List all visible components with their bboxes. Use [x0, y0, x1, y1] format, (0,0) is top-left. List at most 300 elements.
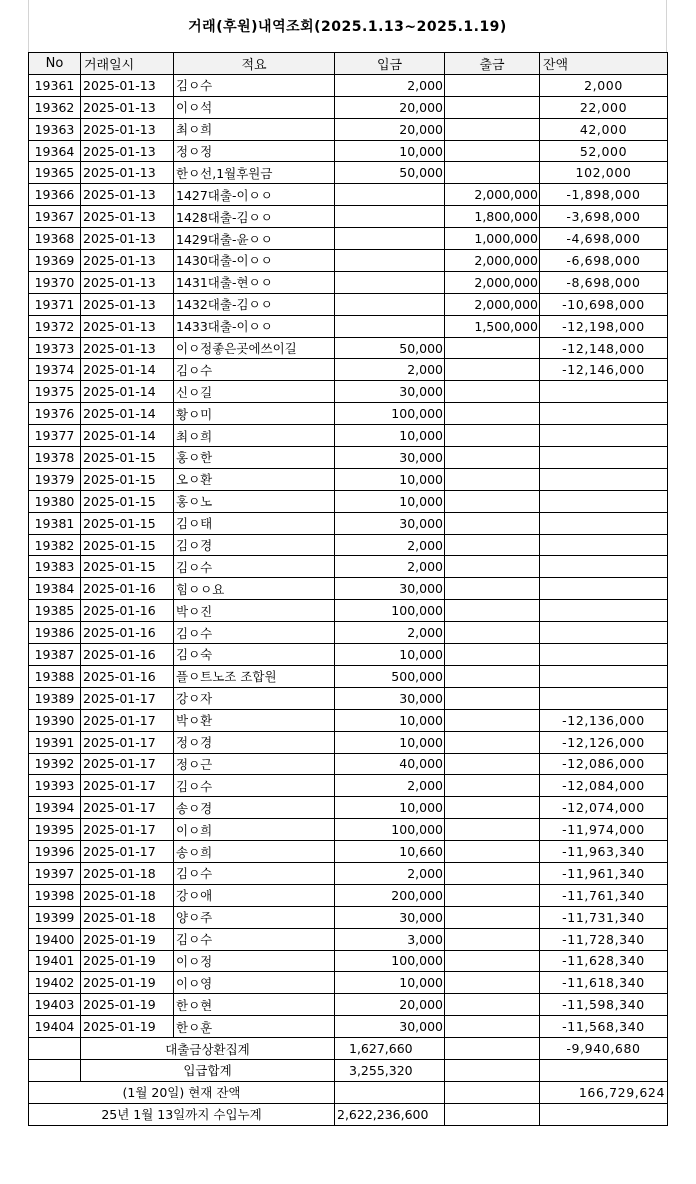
row-balance: -12,126,000	[540, 731, 668, 753]
row-deposit: 2,000	[335, 622, 445, 644]
row-withdrawal	[445, 381, 540, 403]
col-header-date: 거래일시	[81, 53, 174, 75]
row-no: 19393	[29, 775, 81, 797]
summary-label: 입급합계	[81, 1059, 335, 1081]
row-deposit	[335, 293, 445, 315]
row-withdrawal	[445, 709, 540, 731]
row-balance	[540, 687, 668, 709]
row-withdrawal	[445, 797, 540, 819]
row-withdrawal	[445, 622, 540, 644]
row-deposit: 20,000	[335, 96, 445, 118]
row-description: 김ㅇ수	[174, 556, 335, 578]
row-no: 19401	[29, 950, 81, 972]
col-header-withdrawal: 출금	[445, 53, 540, 75]
table-row	[29, 862, 668, 884]
empty-cell	[445, 1081, 540, 1103]
row-no: 19377	[29, 425, 81, 447]
table-row	[29, 96, 668, 118]
row-date: 2025-01-16	[81, 622, 174, 644]
row-no: 19394	[29, 797, 81, 819]
row-description: 김ㅇ태	[174, 512, 335, 534]
row-withdrawal	[445, 74, 540, 96]
row-description: 강ㅇ자	[174, 687, 335, 709]
table-row	[29, 118, 668, 140]
row-description: 정ㅇ정	[174, 140, 335, 162]
row-description: 김ㅇ수	[174, 775, 335, 797]
ledger-sheet	[28, 0, 667, 1126]
row-deposit	[335, 250, 445, 272]
row-withdrawal	[445, 972, 540, 994]
table-row	[29, 928, 668, 950]
table-row	[29, 447, 668, 469]
row-no: 19386	[29, 622, 81, 644]
row-description: 힘ㅇㅇ요	[174, 578, 335, 600]
empty-cell	[445, 1103, 540, 1125]
row-withdrawal	[445, 775, 540, 797]
row-balance: -12,086,000	[540, 753, 668, 775]
empty-cell	[540, 1103, 668, 1125]
table-row	[29, 994, 668, 1016]
row-date: 2025-01-14	[81, 403, 174, 425]
row-description: 송ㅇ희	[174, 841, 335, 863]
row-description: 이ㅇ정	[174, 950, 335, 972]
summary-current-balance-row	[29, 1081, 668, 1103]
row-no: 19378	[29, 447, 81, 469]
row-description: 이ㅇ석	[174, 96, 335, 118]
row-date: 2025-01-14	[81, 381, 174, 403]
table-row	[29, 490, 668, 512]
col-header-no: No	[29, 53, 81, 75]
row-no: 19382	[29, 534, 81, 556]
row-balance: -12,146,000	[540, 359, 668, 381]
row-withdrawal: 2,000,000	[445, 184, 540, 206]
row-date: 2025-01-15	[81, 534, 174, 556]
row-deposit: 50,000	[335, 337, 445, 359]
row-balance: -11,961,340	[540, 862, 668, 884]
table-row	[29, 906, 668, 928]
row-balance	[540, 578, 668, 600]
row-date: 2025-01-18	[81, 862, 174, 884]
row-balance	[540, 490, 668, 512]
row-description: 황ㅇ미	[174, 403, 335, 425]
row-date: 2025-01-17	[81, 775, 174, 797]
row-no: 19384	[29, 578, 81, 600]
row-description: 송ㅇ경	[174, 797, 335, 819]
row-withdrawal	[445, 841, 540, 863]
summary-deposit: 3,255,320	[335, 1059, 445, 1081]
row-description: 김ㅇ수	[174, 862, 335, 884]
row-no: 19365	[29, 162, 81, 184]
row-balance: -11,618,340	[540, 972, 668, 994]
row-date: 2025-01-16	[81, 644, 174, 666]
row-deposit: 10,000	[335, 972, 445, 994]
row-no: 19385	[29, 600, 81, 622]
row-description: 김ㅇ경	[174, 534, 335, 556]
row-balance	[540, 447, 668, 469]
row-no: 19403	[29, 994, 81, 1016]
row-date: 2025-01-18	[81, 884, 174, 906]
row-date: 2025-01-19	[81, 994, 174, 1016]
row-withdrawal	[445, 994, 540, 1016]
row-balance: 102,000	[540, 162, 668, 184]
row-date: 2025-01-13	[81, 206, 174, 228]
table-row	[29, 403, 668, 425]
row-no: 19380	[29, 490, 81, 512]
row-description: 1433대출-이ㅇㅇ	[174, 315, 335, 337]
row-no: 19391	[29, 731, 81, 753]
row-no: 19397	[29, 862, 81, 884]
row-description: 정ㅇ경	[174, 731, 335, 753]
row-balance	[540, 403, 668, 425]
summary-rows	[29, 1038, 668, 1126]
row-balance: -11,731,340	[540, 906, 668, 928]
row-date: 2025-01-13	[81, 228, 174, 250]
summary-balance: 166,729,624	[540, 1081, 668, 1103]
summary-deposit-total-row	[29, 1059, 668, 1081]
row-date: 2025-01-15	[81, 490, 174, 512]
table-row	[29, 359, 668, 381]
row-date: 2025-01-14	[81, 425, 174, 447]
row-withdrawal: 2,000,000	[445, 250, 540, 272]
row-date: 2025-01-15	[81, 512, 174, 534]
row-date: 2025-01-17	[81, 687, 174, 709]
table-row	[29, 709, 668, 731]
table-row	[29, 162, 668, 184]
row-description: 김ㅇ수	[174, 359, 335, 381]
row-date: 2025-01-19	[81, 950, 174, 972]
summary-deposit: 1,627,660	[335, 1038, 445, 1060]
row-deposit: 30,000	[335, 381, 445, 403]
row-balance	[540, 381, 668, 403]
row-withdrawal	[445, 468, 540, 490]
row-description: 1430대출-이ㅇㅇ	[174, 250, 335, 272]
row-description: 이ㅇ희	[174, 819, 335, 841]
table-row	[29, 1016, 668, 1038]
row-date: 2025-01-13	[81, 118, 174, 140]
row-date: 2025-01-13	[81, 337, 174, 359]
transaction-table	[28, 52, 668, 1126]
row-deposit: 100,000	[335, 600, 445, 622]
row-description: 홍ㅇ한	[174, 447, 335, 469]
summary-label: (1월 20일) 현재 잔액	[29, 1081, 335, 1103]
row-date: 2025-01-17	[81, 709, 174, 731]
row-withdrawal	[445, 534, 540, 556]
row-deposit: 30,000	[335, 687, 445, 709]
table-row	[29, 950, 668, 972]
row-description: 최ㅇ희	[174, 118, 335, 140]
empty-cell	[445, 1038, 540, 1060]
row-date: 2025-01-17	[81, 841, 174, 863]
row-deposit: 10,000	[335, 490, 445, 512]
row-date: 2025-01-17	[81, 731, 174, 753]
row-description: 1432대출-김ㅇㅇ	[174, 293, 335, 315]
row-balance: 22,000	[540, 96, 668, 118]
row-deposit	[335, 315, 445, 337]
row-description: 한ㅇ선,1월후원금	[174, 162, 335, 184]
row-withdrawal	[445, 862, 540, 884]
row-balance: 42,000	[540, 118, 668, 140]
table-row	[29, 140, 668, 162]
row-withdrawal	[445, 928, 540, 950]
row-date: 2025-01-17	[81, 819, 174, 841]
row-withdrawal: 2,000,000	[445, 271, 540, 293]
row-date: 2025-01-14	[81, 359, 174, 381]
summary-label: 25년 1월 13일까지 수입누계	[29, 1103, 335, 1125]
row-deposit: 30,000	[335, 906, 445, 928]
summary-label: 대출금상환집계	[81, 1038, 335, 1060]
row-deposit: 50,000	[335, 162, 445, 184]
row-description: 한ㅇ훈	[174, 1016, 335, 1038]
row-balance	[540, 665, 668, 687]
row-description: 이ㅇ정좋은곳에쓰이길	[174, 337, 335, 359]
row-no: 19396	[29, 841, 81, 863]
row-withdrawal	[445, 906, 540, 928]
row-deposit: 30,000	[335, 512, 445, 534]
row-no: 19364	[29, 140, 81, 162]
row-deposit: 10,660	[335, 841, 445, 863]
table-row	[29, 578, 668, 600]
header-row	[29, 53, 668, 75]
row-withdrawal	[445, 687, 540, 709]
table-row	[29, 250, 668, 272]
row-no: 19371	[29, 293, 81, 315]
title-area	[28, 0, 667, 52]
row-balance: -12,074,000	[540, 797, 668, 819]
row-balance: -4,698,000	[540, 228, 668, 250]
empty-cell	[29, 1038, 81, 1060]
row-date: 2025-01-13	[81, 184, 174, 206]
row-no: 19372	[29, 315, 81, 337]
row-balance	[540, 556, 668, 578]
col-header-balance: 잔액	[540, 53, 668, 75]
row-description: 박ㅇ진	[174, 600, 335, 622]
row-balance: -12,198,000	[540, 315, 668, 337]
transaction-rows	[29, 74, 668, 1037]
row-deposit: 500,000	[335, 665, 445, 687]
row-no: 19379	[29, 468, 81, 490]
col-header-deposit: 입금	[335, 53, 445, 75]
row-date: 2025-01-15	[81, 556, 174, 578]
table-row	[29, 271, 668, 293]
row-description: 김ㅇ수	[174, 622, 335, 644]
row-description: 김ㅇ숙	[174, 644, 335, 666]
empty-cell	[29, 1059, 81, 1081]
row-deposit: 2,000	[335, 74, 445, 96]
row-description: 1431대출-현ㅇㅇ	[174, 271, 335, 293]
row-withdrawal	[445, 884, 540, 906]
row-withdrawal	[445, 512, 540, 534]
row-balance: -12,136,000	[540, 709, 668, 731]
row-balance: -11,568,340	[540, 1016, 668, 1038]
row-no: 19362	[29, 96, 81, 118]
row-deposit: 30,000	[335, 1016, 445, 1038]
row-balance: -6,698,000	[540, 250, 668, 272]
row-date: 2025-01-15	[81, 447, 174, 469]
row-deposit: 10,000	[335, 797, 445, 819]
row-date: 2025-01-19	[81, 972, 174, 994]
row-balance	[540, 512, 668, 534]
row-date: 2025-01-16	[81, 665, 174, 687]
row-withdrawal	[445, 403, 540, 425]
row-withdrawal	[445, 1016, 540, 1038]
row-balance: -11,628,340	[540, 950, 668, 972]
summary-cumulative-income-row	[29, 1103, 668, 1125]
row-withdrawal	[445, 359, 540, 381]
row-deposit: 10,000	[335, 709, 445, 731]
row-date: 2025-01-13	[81, 74, 174, 96]
row-description: 홍ㅇ노	[174, 490, 335, 512]
page-title: 거래(후원)내역조회(2025.1.13~2025.1.19)	[188, 19, 507, 35]
table-row	[29, 293, 668, 315]
summary-balance: -9,940,680	[540, 1038, 668, 1060]
row-deposit: 100,000	[335, 950, 445, 972]
table-row	[29, 884, 668, 906]
table-row	[29, 534, 668, 556]
row-deposit: 20,000	[335, 994, 445, 1016]
row-balance: 2,000	[540, 74, 668, 96]
row-withdrawal	[445, 644, 540, 666]
empty-cell	[540, 1059, 668, 1081]
row-withdrawal	[445, 665, 540, 687]
row-withdrawal	[445, 556, 540, 578]
table-row	[29, 972, 668, 994]
row-balance: -11,963,340	[540, 841, 668, 863]
table-row	[29, 468, 668, 490]
empty-cell	[335, 1081, 445, 1103]
row-date: 2025-01-18	[81, 906, 174, 928]
row-no: 19387	[29, 644, 81, 666]
table-row	[29, 315, 668, 337]
row-withdrawal	[445, 118, 540, 140]
row-no: 19399	[29, 906, 81, 928]
row-balance	[540, 468, 668, 490]
row-description: 한ㅇ현	[174, 994, 335, 1016]
table-row	[29, 425, 668, 447]
row-balance: -11,761,340	[540, 884, 668, 906]
row-date: 2025-01-17	[81, 753, 174, 775]
row-balance	[540, 425, 668, 447]
row-description: 강ㅇ애	[174, 884, 335, 906]
table-row	[29, 228, 668, 250]
table-row	[29, 556, 668, 578]
row-description: 양ㅇ주	[174, 906, 335, 928]
table-row	[29, 622, 668, 644]
row-deposit: 10,000	[335, 468, 445, 490]
row-balance: -1,898,000	[540, 184, 668, 206]
row-balance: -11,974,000	[540, 819, 668, 841]
row-date: 2025-01-13	[81, 162, 174, 184]
row-no: 19383	[29, 556, 81, 578]
summary-loan-repay-row	[29, 1038, 668, 1060]
table-row	[29, 775, 668, 797]
row-deposit	[335, 271, 445, 293]
row-no: 19373	[29, 337, 81, 359]
row-description: 1428대출-김ㅇㅇ	[174, 206, 335, 228]
row-withdrawal: 1,800,000	[445, 206, 540, 228]
table-row	[29, 841, 668, 863]
row-withdrawal	[445, 447, 540, 469]
row-deposit: 30,000	[335, 578, 445, 600]
row-date: 2025-01-13	[81, 140, 174, 162]
row-balance: 52,000	[540, 140, 668, 162]
row-withdrawal	[445, 819, 540, 841]
row-date: 2025-01-19	[81, 1016, 174, 1038]
row-deposit: 40,000	[335, 753, 445, 775]
row-no: 19390	[29, 709, 81, 731]
table-row	[29, 665, 668, 687]
row-no: 19375	[29, 381, 81, 403]
row-date: 2025-01-16	[81, 600, 174, 622]
row-no: 19367	[29, 206, 81, 228]
row-withdrawal	[445, 162, 540, 184]
table-row	[29, 819, 668, 841]
row-withdrawal	[445, 731, 540, 753]
row-withdrawal	[445, 578, 540, 600]
row-deposit	[335, 228, 445, 250]
row-no: 19361	[29, 74, 81, 96]
table-row	[29, 600, 668, 622]
row-no: 19374	[29, 359, 81, 381]
row-deposit: 2,000	[335, 775, 445, 797]
row-description: 박ㅇ환	[174, 709, 335, 731]
row-no: 19376	[29, 403, 81, 425]
row-description: 최ㅇ희	[174, 425, 335, 447]
row-deposit: 2,000	[335, 556, 445, 578]
table-row	[29, 74, 668, 96]
row-no: 19404	[29, 1016, 81, 1038]
row-no: 19370	[29, 271, 81, 293]
row-date: 2025-01-17	[81, 797, 174, 819]
row-balance: -12,084,000	[540, 775, 668, 797]
empty-cell	[445, 1059, 540, 1081]
row-deposit	[335, 206, 445, 228]
row-deposit: 2,000	[335, 862, 445, 884]
row-no: 19368	[29, 228, 81, 250]
row-deposit: 3,000	[335, 928, 445, 950]
summary-deposit: 2,622,236,600	[335, 1103, 445, 1125]
row-deposit: 100,000	[335, 403, 445, 425]
table-row	[29, 206, 668, 228]
row-description: 1427대출-이ㅇㅇ	[174, 184, 335, 206]
row-balance	[540, 600, 668, 622]
table-row	[29, 184, 668, 206]
row-description: 플ㅇ트노조 조합원	[174, 665, 335, 687]
row-description: 1429대출-윤ㅇㅇ	[174, 228, 335, 250]
row-withdrawal	[445, 140, 540, 162]
row-no: 19398	[29, 884, 81, 906]
row-description: 신ㅇ길	[174, 381, 335, 403]
row-balance	[540, 622, 668, 644]
col-header-desc: 적요	[174, 53, 335, 75]
row-date: 2025-01-13	[81, 96, 174, 118]
table-row	[29, 731, 668, 753]
row-balance	[540, 534, 668, 556]
row-description: 이ㅇ영	[174, 972, 335, 994]
table-row	[29, 797, 668, 819]
row-deposit: 30,000	[335, 447, 445, 469]
row-withdrawal	[445, 337, 540, 359]
row-no: 19395	[29, 819, 81, 841]
row-deposit: 200,000	[335, 884, 445, 906]
row-withdrawal: 2,000,000	[445, 293, 540, 315]
row-description: 김ㅇ수	[174, 928, 335, 950]
table-row	[29, 687, 668, 709]
row-no: 19400	[29, 928, 81, 950]
row-withdrawal: 1,500,000	[445, 315, 540, 337]
row-no: 19366	[29, 184, 81, 206]
row-description: 정ㅇ근	[174, 753, 335, 775]
row-deposit: 10,000	[335, 644, 445, 666]
